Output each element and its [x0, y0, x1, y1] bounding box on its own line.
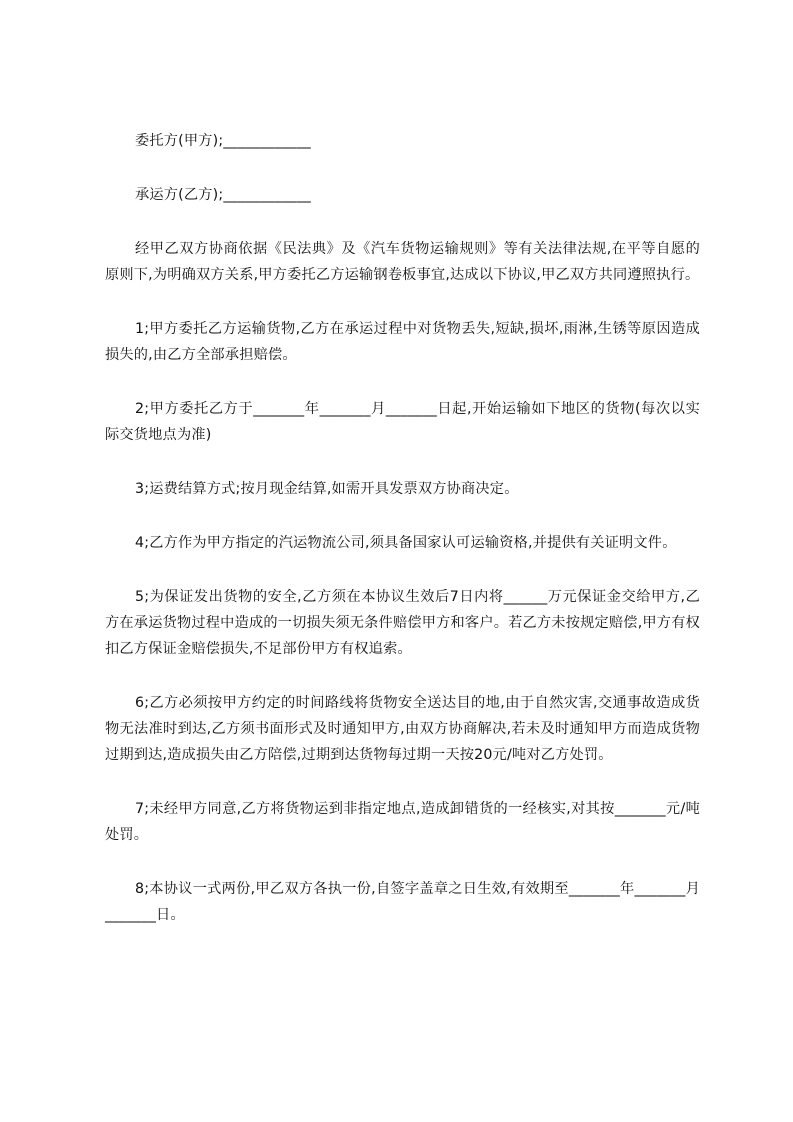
clause-8: 8;本协议一式两份,甲乙双方各执一份,自签字盖章之日生效,有效期至_______年_______月_______日。 [105, 881, 700, 923]
party-b-line: 承运方(乙方);____________ [135, 187, 311, 203]
clause-4: 4;乙方作为甲方指定的汽运物流公司,须具备国家认可运输资格,并提供有关证明文件。 [135, 535, 677, 551]
clause-1: 1;甲方委托乙方运输货物,乙方在承运过程中对货物丢失,短缺,损坏,雨淋,生锈等原因造成损失的,由乙方全部承担赔偿。 [105, 321, 700, 363]
clause-3: 3;运费结算方式;按月现金结算,如需开具发票双方协商决定。 [135, 481, 519, 497]
clause-2: 2;甲方委托乙方于_______年_______月_______日起,开始运输如下地区的货物(每次以实际交货地点为准) [105, 401, 700, 443]
party-a-line: 委托方(甲方);____________ [135, 133, 311, 149]
contract-body [105, 128, 700, 928]
intro-paragraph: 经甲乙双方协商依据《民法典》及《汽车货物运输规则》等有关法律法规,在平等自愿的原则下,为明确双方关系,甲方委托乙方运输钢卷板事宜,达成以下协议,甲乙双方共同遵照执行。 [105, 241, 700, 283]
clause-6: 6;乙方必须按甲方约定的时间路线将货物安全送达目的地,由于自然灾害,交通事故造成货物无法准时到达,乙方须书面形式及时通知甲方,由双方协商解决,若未及时通知甲方而造成货物过期到达,造成损失由乙方陪偿,过期到达货物每过期一天按20元/吨对乙方处罚。 [105, 695, 700, 763]
clause-7: 7;未经甲方同意,乙方将货物运到非指定地点,造成卸错货的一经核实,对其按_______元/吨处罚。 [105, 801, 700, 843]
clause-5: 5;为保证发出货物的安全,乙方须在本协议生效后7日内将______万元保证金交给甲方,乙方在承运货物过程中造成的一切损失须无条件赔偿甲方和客户。若乙方未按规定赔偿,甲方有权扣乙方保证金赔偿损失,不足部份甲方有权追索。 [105, 589, 700, 657]
